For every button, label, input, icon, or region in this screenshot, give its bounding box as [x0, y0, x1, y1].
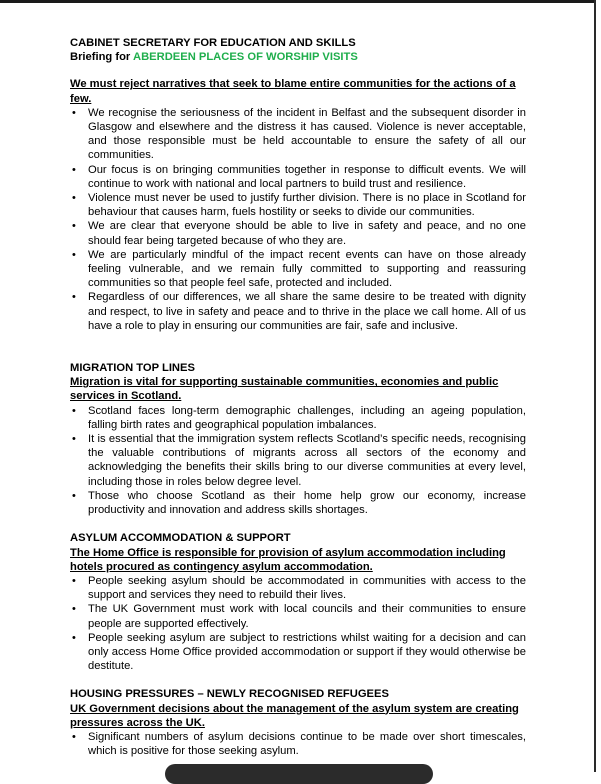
briefing-highlight: ABERDEEN PLACES OF WORSHIP VISITS	[133, 51, 358, 64]
list-item: • People seeking asylum are subject to restrictions whilst waiting for a decision and can only access Home Office provided accommodation or support if they would otherwise be destitute.	[70, 631, 526, 674]
viewer-toolbar[interactable]	[165, 764, 433, 784]
section-heading: HOUSING PRESSURES – NEWLY RECOGNISED REFUGEES	[70, 688, 389, 701]
bullet-list	[70, 106, 526, 333]
section-heading: MIGRATION TOP LINES	[70, 362, 195, 375]
document-title: CABINET SECRETARY FOR EDUCATION AND SKILLS	[70, 37, 356, 49]
document-page	[70, 36, 526, 758]
briefing-line	[70, 50, 526, 64]
bullet-list	[70, 730, 526, 758]
section-subhead: We must reject narratives that seek to blame entire communities for the actions of a few.	[70, 78, 516, 105]
list-item: • Violence must never be used to justify further division. There is no place in Scotland for behaviour that causes harm, fuels hostility or seeks to divide our communities.	[70, 191, 526, 219]
list-item: • The UK Government must work with local councils and their communities to ensure people are supported effectively.	[70, 602, 526, 630]
section-housing-pressures	[70, 687, 526, 758]
list-item: • It is essential that the immigration system reflects Scotland’s specific needs, recognising the valuable contributions of migrants across all sectors of the economy and acknowledging the benefits their skills bring to our diverse communities at every level, including those in roles below degree level.	[70, 432, 526, 489]
list-item: • We are particularly mindful of the impact recent events can have on those already feeling vulnerable, and we remain fully committed to supporting and reassuring communities so that people feel safe, protected and included.	[70, 248, 526, 291]
list-item: • We recognise the seriousness of the incident in Belfast and the subsequent disorder in Glasgow and elsewhere and the distress it has caused. Violence is never acceptable, and those responsible must be held accountable to ensure the safety of all our communities.	[70, 106, 526, 163]
section-subhead: UK Government decisions about the management of the asylum system are creating pressures across the UK.	[70, 702, 519, 729]
list-item: • We are clear that everyone should be able to live in safety and peace, and no one should fear being targeted because of who they are.	[70, 219, 526, 247]
section-heading: ASYLUM ACCOMMODATION & SUPPORT	[70, 532, 291, 545]
page-top-border	[0, 0, 596, 3]
list-item: • Regardless of our differences, we all share the same desire to be treated with dignity and respect, to live in safety and peace and to thrive in the place we call home. All of us have a role to play in ensuring our communities are fair, safe and inclusive.	[70, 290, 526, 333]
list-item: • Our focus is on bringing communities together in response to difficult events. We will continue to work with national and local partners to build trust and resilience.	[70, 163, 526, 191]
section-subhead: The Home Office is responsible for provision of asylum accommodation including hotels procured as contingency asylum accommodation.	[70, 546, 506, 573]
section-community-safety	[70, 77, 526, 333]
briefing-prefix: Briefing for	[70, 51, 131, 64]
page-right-border	[594, 0, 596, 772]
section-subhead: Migration is vital for supporting sustainable communities, economies and public services in Scotland.	[70, 376, 499, 403]
section-migration	[70, 361, 526, 517]
list-item: • Those who choose Scotland as their home help grow our economy, increase productivity and innovation and address skills shortages.	[70, 489, 526, 517]
bullet-list	[70, 404, 526, 518]
list-item: • Scotland faces long-term demographic challenges, including an ageing population, falling birth rates and geographical population imbalances.	[70, 404, 526, 432]
list-item: • People seeking asylum should be accommodated in communities with access to the support and services they need to rebuild their lives.	[70, 574, 526, 602]
bullet-list	[70, 574, 526, 673]
section-asylum-accommodation	[70, 531, 526, 673]
list-item: • Significant numbers of asylum decisions continue to be made over short timescales, which is positive for those seeking asylum.	[70, 730, 526, 758]
